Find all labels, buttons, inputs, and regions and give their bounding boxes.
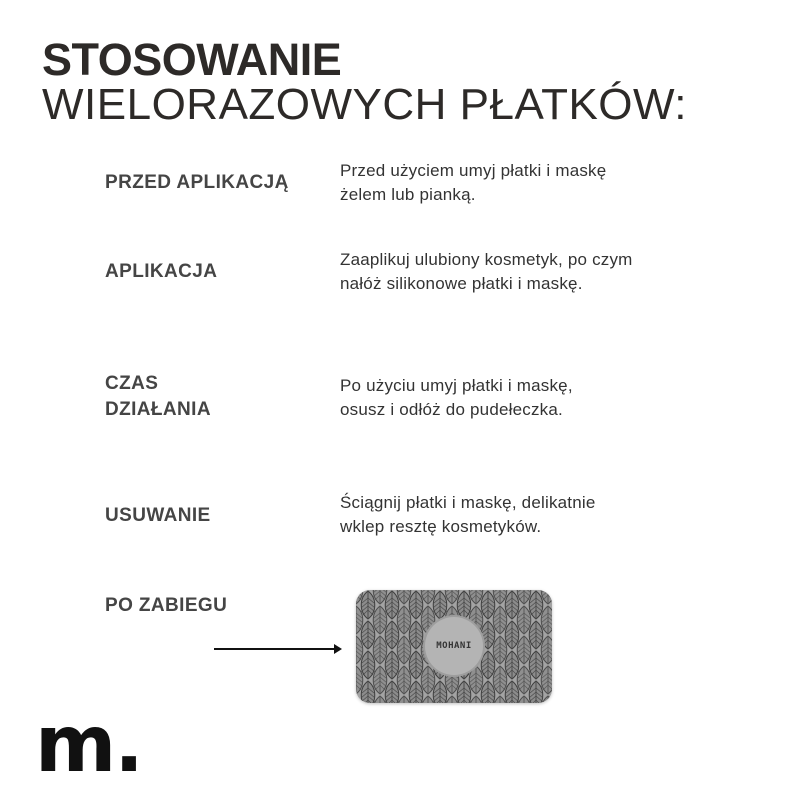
description-line: Zaaplikuj ulubiony kosmetyk, po czym bbox=[340, 250, 633, 269]
step-description-aplikacja bbox=[340, 248, 633, 296]
step-label-text: DZIAŁANIA bbox=[105, 399, 211, 420]
arrow-right-icon bbox=[214, 648, 340, 650]
product-case-image bbox=[356, 590, 552, 703]
brand-text: MOHANI bbox=[436, 641, 472, 651]
title-line-2: WIELORAZOWYCH PŁATKÓW: bbox=[42, 80, 687, 129]
step-label-aplikacja bbox=[105, 259, 217, 285]
step-description-przed-aplikacja bbox=[340, 159, 606, 207]
step-label-text: PRZED APLIKACJĄ bbox=[105, 172, 289, 193]
step-label-text: PO ZABIEGU bbox=[105, 595, 228, 616]
step-label-text: APLIKACJA bbox=[105, 261, 218, 282]
brand-logo: m. bbox=[35, 700, 142, 790]
brand-badge bbox=[425, 617, 483, 675]
description-line: nałóż silikonowe płatki i maskę. bbox=[340, 274, 583, 293]
step-description-usuwanie bbox=[340, 491, 596, 539]
step-label-text: USUWANIE bbox=[105, 505, 211, 526]
step-label-czas-dzialania bbox=[105, 371, 211, 423]
description-line: żelem lub pianką. bbox=[340, 185, 476, 204]
description-line: Po użyciu umyj płatki i maskę, bbox=[340, 376, 573, 395]
description-line: wklep resztę kosmetyków. bbox=[340, 517, 542, 536]
description-line: Przed użyciem umyj płatki i maskę bbox=[340, 161, 607, 180]
step-description-czas-dzialania bbox=[340, 374, 573, 422]
step-label-po-zabiegu bbox=[105, 593, 227, 619]
step-label-usuwanie bbox=[105, 503, 211, 529]
title-line-1: STOSOWANIE bbox=[42, 34, 342, 85]
step-label-text: CZAS bbox=[105, 373, 159, 394]
description-line: Ściągnij płatki i maskę, delikatnie bbox=[340, 493, 596, 512]
step-label-przed-aplikacja bbox=[105, 170, 289, 196]
description-line: osusz i odłóż do pudełeczka. bbox=[340, 400, 563, 419]
